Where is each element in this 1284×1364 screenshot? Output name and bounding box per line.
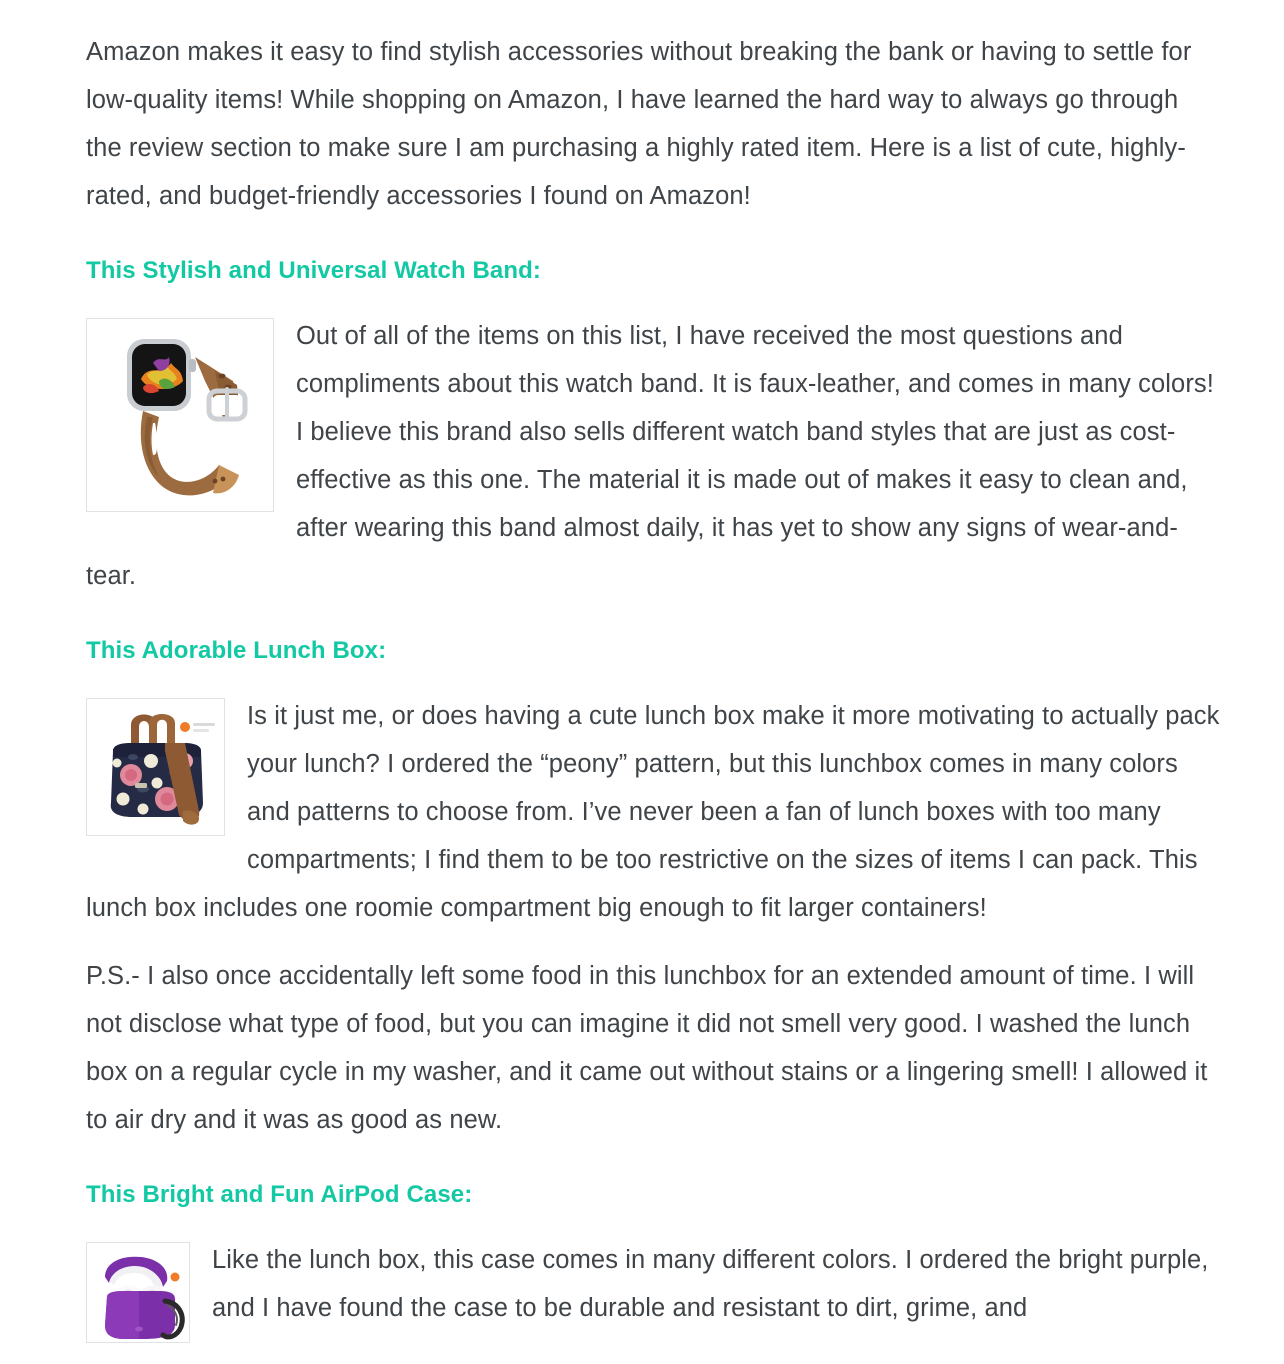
lunch-box-thumbnail[interactable] — [86, 698, 225, 836]
lunch-box-ps-paragraph: P.S.- I also once accidentally left some food in this lunchbox for an extended amount of time. I will not disclose what type of food, but you can imagine it did not smell very good. I washed the lunch box on a regular cycle in my washer, and it came out without stains or a lingering smell! I allowed it to air dry and it was as good as new. — [86, 962, 1208, 1134]
item-block-airpod-case — [86, 1236, 1220, 1353]
item-block-lunch-box — [86, 692, 1220, 932]
section-heading-watch-band: This Stylish and Universal Watch Band: — [86, 257, 541, 284]
section-heading-airpod-case: This Bright and Fun AirPod Case: — [86, 1181, 473, 1208]
intro-paragraph: Amazon makes it easy to find stylish accessories without breaking the bank or having to settle for low-quality items! While shopping on Amazon, I have learned the hard way to always go through the review section to make sure I am purchasing a highly rated item. Here is a list of cute, highly-rated, and budget-friendly accessories I found on Amazon! — [86, 38, 1192, 210]
item-block-watch-band — [86, 312, 1220, 600]
watch-band-thumbnail[interactable] — [86, 318, 274, 512]
lunch-box-paragraph: Is it just me, or does having a cute lunch box make it more motivating to actually pack your lunch? I ordered the “peony” pattern, but this lunchbox comes in many colors and patterns to choose from. I’ve never been a fan of lunch boxes with too many compartments; I find them to be too restrictive on the sizes of items I can pack. This lunch box includes one roomie compartment big enough to fit larger containers! — [86, 702, 1220, 922]
watch-band-paragraph: Out of all of the items on this list, I have received the most questions and compliments about this watch band. It is faux-leather, and comes in many colors! I believe this brand also sells different watch band styles that are just as cost-effective as this one. The material it is made out of makes it easy to clean and, after wearing this band almost daily, it has yet to show any signs of wear-and-tear. — [86, 322, 1214, 590]
airpod-case-thumbnail[interactable] — [86, 1242, 190, 1343]
section-heading-lunch-box: This Adorable Lunch Box: — [86, 637, 387, 664]
airpod-case-paragraph: Like the lunch box, this case comes in many different colors. I ordered the bright purple, and I have found the case to be durable and resistant to dirt, grime, and — [212, 1246, 1209, 1322]
